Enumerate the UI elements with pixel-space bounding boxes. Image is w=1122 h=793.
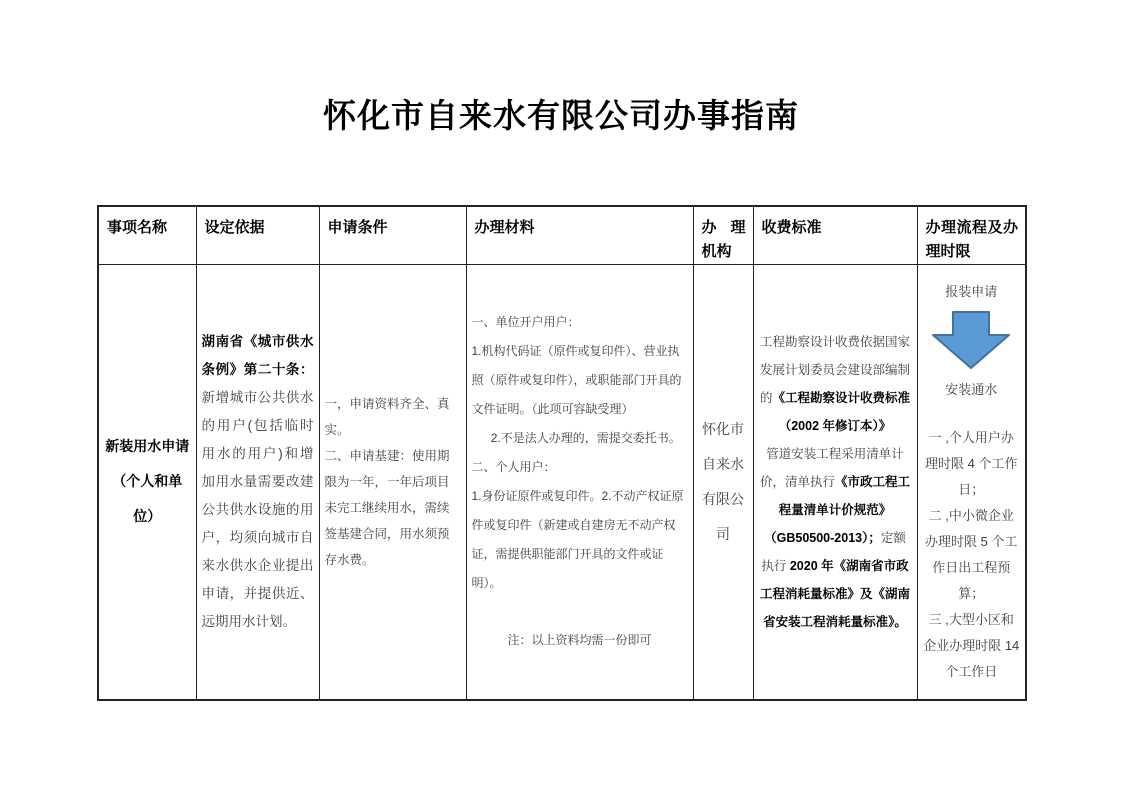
cell-fee-standard [753,265,917,700]
text-run: 二、个人用户： [471,460,556,475]
cell-legal-basis-paragraph-0 [202,328,314,636]
cell-process-and-time-paragraph-3 [923,425,1021,503]
text-run: 注：以上资料均需一份即可 [507,633,652,648]
cell-item-name-paragraph-0 [104,429,191,534]
cell-materials-paragraph-2 [472,424,688,453]
cell-process-and-time [917,265,1026,700]
text-run: 《工程勘察设计收费标准（2002 年修订本）》 [772,390,911,433]
text-run: 管道安装工程采用清单计价，清单执行 [759,446,904,489]
text-run: 三 ,大型小区和企业办理时限 14 个工作日 [923,611,1020,679]
text-run: 1.机构代码证（原件或复印件）、营业执照（原件或复印件），或职能部门开具的文件证明。（此项可容缺受理） [471,344,682,417]
text-run: 安装通水 [945,381,998,397]
column-header-legal-basis: 设定依据 [196,206,319,265]
column-header-process-and-time: 办理流程及办理时限 [917,206,1026,265]
cell-agency [693,265,753,700]
cell-legal-basis [196,265,319,700]
down-arrow-icon [932,311,1010,369]
cell-item-name [98,265,196,700]
cell-process-and-time-paragraph-2 [923,377,1021,403]
text-run: 定额执行 [761,530,906,573]
column-header-application-conditions: 申请条件 [319,206,466,265]
text-run: 湖南省《城市供水条例》第二十条： [201,333,314,377]
cell-agency-paragraph-0 [699,412,748,552]
table-header-row [98,206,1026,265]
text-run: （GB50500-2013）； [764,530,881,545]
column-header-agency: 办理机构 [693,206,753,265]
text-run: 新装用水申请（个人和单位） [105,438,190,525]
flow-arrow [923,305,1021,377]
text-run: 2.不是法人办理的，需提交委托书。 [490,431,681,446]
cell-materials-paragraph-5 [472,626,688,655]
cell-materials [466,265,693,700]
text-run: 二 ,中小微企业办理时限 5 个工作日出工程预算； [925,507,1018,601]
cell-process-and-time-paragraph-5 [923,607,1021,685]
cell-process-and-time-paragraph-0 [923,279,1021,305]
text-run: 一，申请资料齐全、真实。 [324,396,450,437]
text-run: 2020 年《湖南省市政工程消耗量标准》及《湖南省安装工程消耗量标准》。 [759,558,910,629]
cell-fee-standard-paragraph-2 [759,524,912,636]
cell-process-and-time-paragraph-4 [923,503,1021,607]
text-run: 工程勘察设计收费依据国家发展计划委员会建设部编制的 [759,334,910,405]
column-header-materials: 办理材料 [466,206,693,265]
page-title: 怀化市自来水有限公司办事指南 [323,97,799,134]
text-run: 一 ,个人用户办理时限 4 个工作日； [925,429,1018,497]
text-run: 二、申请基建：使用期限为一年，一年后项目未完工继续用水，需续签基建合同，用水须预存水费。 [324,448,450,567]
text-run: 怀化市自来水有限公司 [702,420,744,542]
cell-application-conditions [319,265,466,700]
text-run: 《市政工程工程量清单计价规范》 [778,474,911,517]
text-run: 一、单位开户用户： [471,315,580,330]
cell-materials-paragraph-1 [472,337,688,424]
cell-application-conditions-paragraph-0 [325,391,461,443]
cell-application-conditions-paragraph-1 [325,443,461,573]
service-guide-table [97,205,1027,701]
column-header-fee-standard: 收费标准 [753,206,917,265]
cell-fee-standard-paragraph-0 [759,328,912,440]
cell-materials-paragraph-4 [472,482,688,598]
text-run: 1.身份证原件或复印件。2.不动产权证原件或复印件（新建或自建房无不动产权证，需提供职能部门开具的文件或证明）。 [471,489,684,591]
column-header-item-name: 事项名称 [98,206,196,265]
cell-fee-standard-paragraph-1 [759,440,912,524]
table-row [98,265,1026,700]
text-run: 新增城市公共供水的用户(包括临时用水的用户)和增加用水量需要改建公共供水设施的用户，均须向城市自来水供水企业提出申请，并提供近、远期用水计划。 [201,389,314,629]
cell-materials-paragraph-3 [472,453,688,482]
text-run: 报装申请 [945,283,998,299]
cell-materials-paragraph-0 [472,308,688,337]
